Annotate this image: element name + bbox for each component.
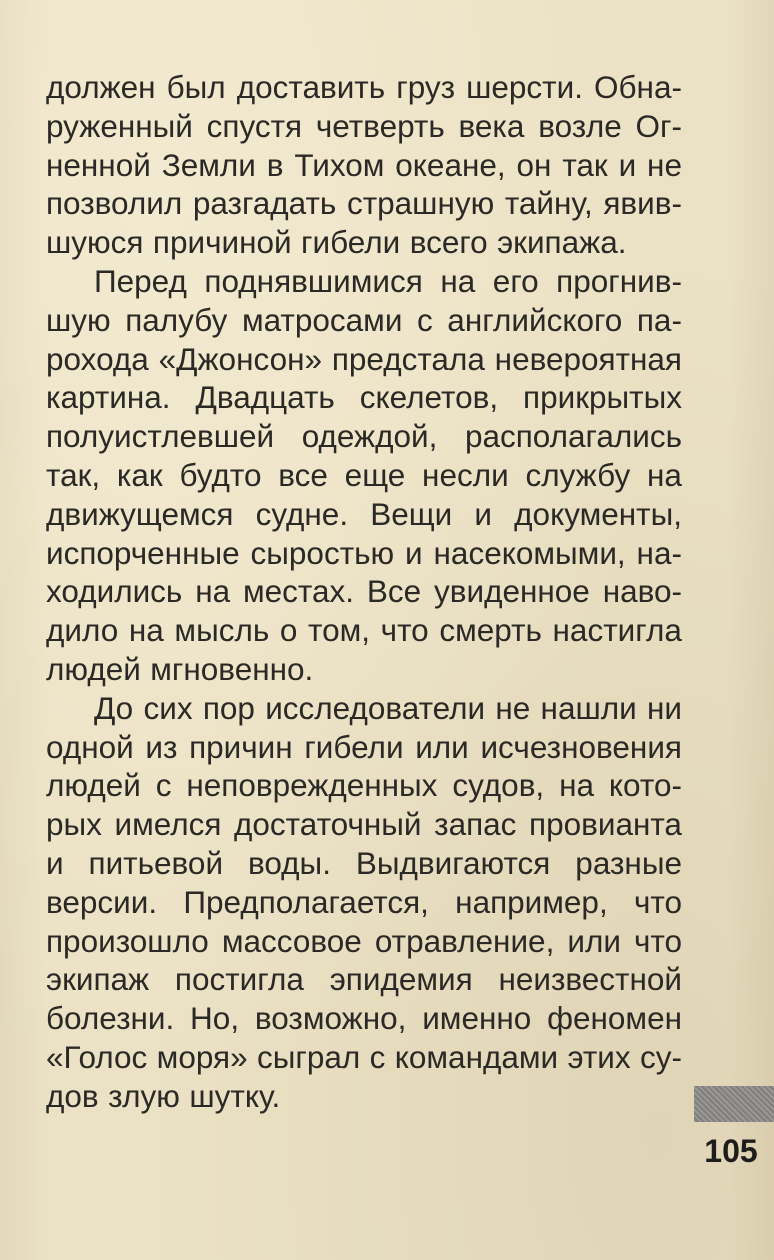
text-line: должен был доставить груз шерсти. Обна- [46, 69, 682, 105]
text-line: людей с неповрежденных судов, на кото- [46, 767, 682, 804]
paragraph [46, 689, 682, 1116]
text-line: рых имелся достаточный запас провианта [46, 806, 682, 843]
text-line: «Голос моря» сыграл с командами этих су- [46, 1038, 682, 1075]
paragraph [46, 68, 682, 262]
text-line: так, как будто все еще несли службу на [46, 456, 682, 493]
text-line: движущемся судне. Вещи и документы, [46, 495, 682, 532]
text-line: болезни. Но, возможно, именно феномен [46, 1000, 682, 1037]
body-text [46, 68, 682, 1116]
text-line: и питьевой воды. Выдвигаются разные [46, 844, 682, 881]
page-number: 105 [704, 1133, 758, 1169]
paragraph [46, 262, 682, 689]
text-line: произошло массовое отравление, или что [46, 922, 682, 959]
text-line: До сих пор исследователи не нашли ни [94, 689, 682, 726]
text-line: дило на мысль о том, что смерть настигла [46, 612, 682, 649]
page-edge-tab [694, 1086, 774, 1122]
text-line: полуистлевшей одеждой, располагались [46, 418, 682, 455]
text-line: экипаж постигла эпидемия неизвестной [46, 961, 682, 998]
text-line: ходились на местах. Все увиденное наво- [46, 573, 682, 610]
text-line: позволил разгадать страшную тайну, явив- [46, 185, 682, 222]
text-line: дов злую шутку. [46, 1077, 281, 1114]
text-line: руженный спустя четверть века возле Ог- [46, 107, 682, 144]
text-line: картина. Двадцать скелетов, прикрытых [46, 379, 682, 416]
text-line: ненной Земли в Тихом океане, он так и не [46, 146, 682, 183]
text-line: людей мгновенно. [46, 650, 314, 687]
text-line: шуюся причиной гибели всего экипажа. [46, 224, 627, 261]
text-line: версии. Предполагается, например, что [46, 883, 682, 920]
text-line: рохода «Джонсон» предстала невероятная [46, 340, 682, 377]
text-line: одной из причин гибели или исчезновения [46, 728, 682, 765]
text-line: испорченные сыростью и насекомыми, на- [46, 534, 682, 571]
text-line: шую палубу матросами с английского па- [46, 301, 682, 338]
text-line: Перед поднявшимися на его прогнив- [94, 262, 682, 299]
